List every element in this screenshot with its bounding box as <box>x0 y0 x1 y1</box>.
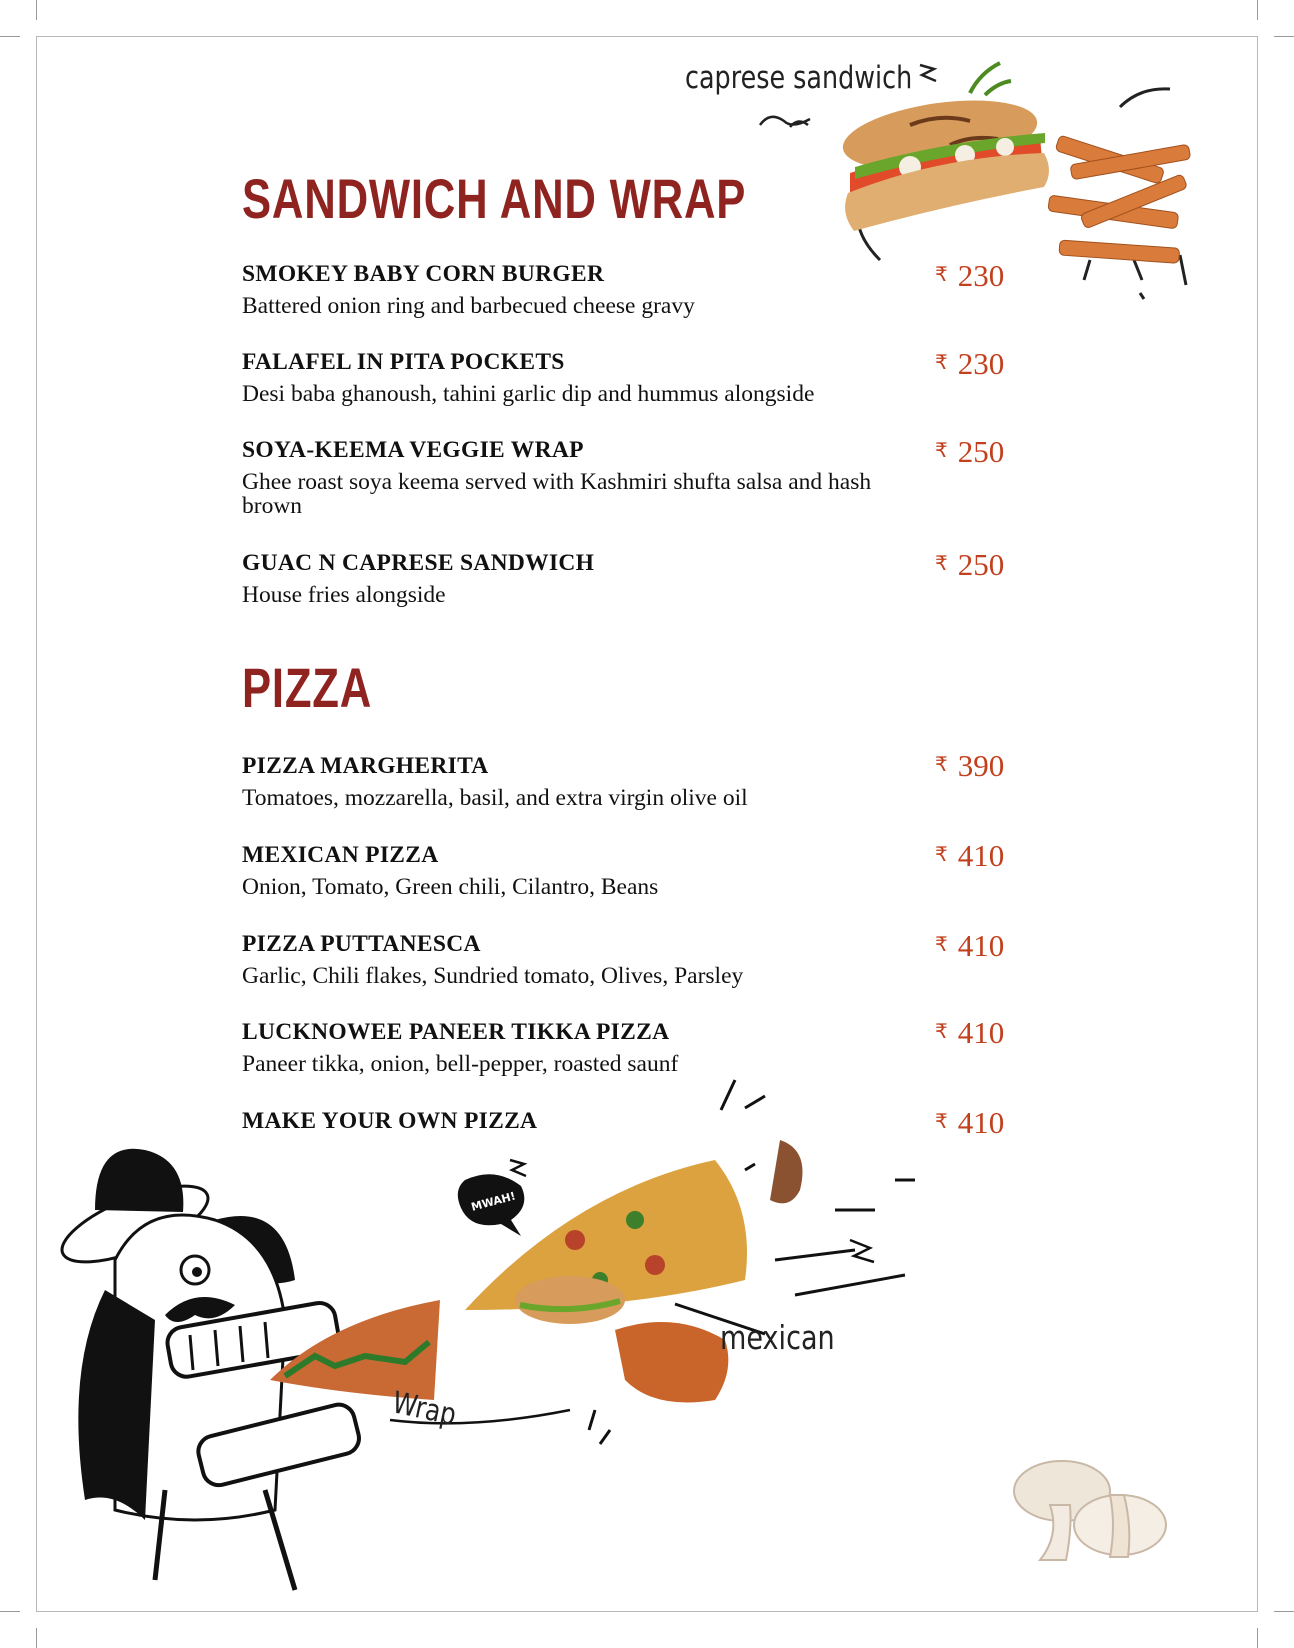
item-description: Garlic, Chili flakes, Sundried tomato, Olives, Parsley <box>242 963 744 989</box>
menu-item <box>242 1107 1022 1135</box>
item-description: Battered onion ring and barbecued cheese gravy <box>242 293 695 319</box>
item-price: ₹ 230 <box>935 346 1005 381</box>
caprese-sandwich-illustration <box>760 55 1260 345</box>
crop-mark <box>36 1628 37 1648</box>
menu-item <box>242 436 1022 518</box>
item-description: Onion, Tomato, Green chili, Cilantro, Beans <box>242 874 659 900</box>
crop-mark <box>1257 1628 1258 1648</box>
speech-bubble-text: MWAH! <box>469 1189 517 1214</box>
caprese-sandwich-annotation: caprese sandwich <box>685 60 913 96</box>
item-description: Desi baba ghanoush, tahini garlic dip and hummus alongside <box>242 381 815 407</box>
item-description: House fries alongside <box>242 582 446 608</box>
item-price: ₹ 230 <box>935 258 1005 293</box>
rupee-icon: ₹ <box>935 934 948 956</box>
mexican-annotation: mexican <box>720 1318 835 1357</box>
rupee-icon: ₹ <box>935 264 948 286</box>
item-price: ₹ 410 <box>935 838 1005 873</box>
item-price: ₹ 410 <box>935 1105 1005 1140</box>
crop-mark <box>0 1611 20 1612</box>
item-name: MEXICAN PIZZA <box>242 842 439 868</box>
menu-item <box>242 930 1022 988</box>
wrap-annotation: Wrap <box>389 1385 460 1433</box>
crop-mark <box>1257 0 1258 20</box>
rupee-icon: ₹ <box>935 754 948 776</box>
item-name: PIZZA PUTTANESCA <box>242 931 481 957</box>
item-name: SOYA-KEEMA VEGGIE WRAP <box>242 437 584 463</box>
item-name: LUCKNOWEE PANEER TIKKA PIZZA <box>242 1019 670 1045</box>
rupee-icon: ₹ <box>935 844 948 866</box>
item-name: MAKE YOUR OWN PIZZA <box>242 1108 538 1134</box>
rupee-icon: ₹ <box>935 440 948 462</box>
section-title-sandwich-wrap: SANDWICH AND WRAP <box>242 167 747 230</box>
rupee-icon: ₹ <box>935 1021 948 1043</box>
item-price: ₹ 390 <box>935 748 1005 783</box>
crop-mark <box>1274 1611 1294 1612</box>
item-description: Tomatoes, mozzarella, basil, and extra virgin olive oil <box>242 785 748 811</box>
menu-item <box>242 841 1022 899</box>
crop-mark <box>36 0 37 20</box>
mushroom-illustration <box>1010 1455 1170 1565</box>
menu-item <box>242 752 1022 810</box>
item-price: ₹ 250 <box>935 434 1005 469</box>
rupee-icon: ₹ <box>935 1111 948 1133</box>
item-description: Paneer tikka, onion, bell-pepper, roasted saunf <box>242 1051 679 1077</box>
item-price: ₹ 410 <box>935 1015 1005 1050</box>
crop-mark <box>1274 36 1294 37</box>
item-name: SMOKEY BABY CORN BURGER <box>242 261 605 287</box>
section-title-pizza: PIZZA <box>242 656 373 719</box>
rupee-icon: ₹ <box>935 352 948 374</box>
menu-item <box>242 1018 1022 1076</box>
item-name: GUAC N CAPRESE SANDWICH <box>242 550 595 576</box>
menu-item <box>242 549 1022 607</box>
crop-mark <box>0 36 20 37</box>
rupee-icon: ₹ <box>935 553 948 575</box>
item-description: Ghee roast soya keema served with Kashmiri shufta salsa and hash brown <box>242 469 872 519</box>
item-price: ₹ 410 <box>935 928 1005 963</box>
menu-item <box>242 348 1022 406</box>
item-name: PIZZA MARGHERITA <box>242 753 489 779</box>
item-name: FALAFEL IN PITA POCKETS <box>242 349 565 375</box>
mexican-character-illustration <box>55 1140 975 1590</box>
item-price: ₹ 250 <box>935 547 1005 582</box>
